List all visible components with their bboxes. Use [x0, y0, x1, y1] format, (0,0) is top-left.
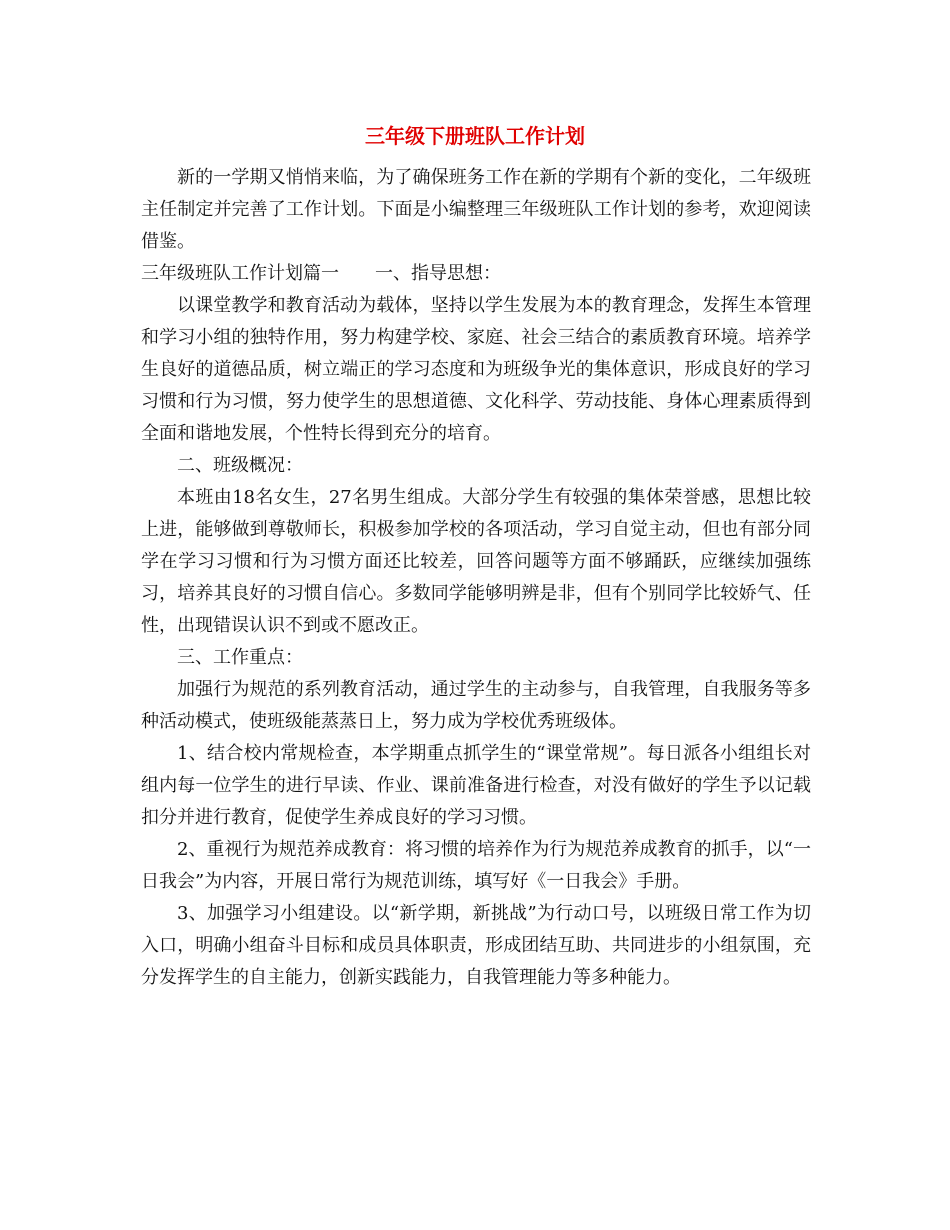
section1-paragraph: 以课堂教学和教育活动为载体，坚持以学生发展为本的教育理念，发挥生本管理和学习小组的独特作用，努力构建学校、家庭、社会三结合的素质教育环境。培养学生良好的道德品质，树立端正的学习态度和为班级争光的集体意识，形成良好的学习习惯和行为习惯，努力使学生的思想道德、文化科学、劳动技能、身体心理素质得到全面和谐地发展，个性特长得到充分的培育。 [141, 295, 811, 444]
list-item-2: 2、重视行为规范养成教育：将习惯的培养作为行为规范养成教育的抓手，以“一日我会”为内容，开展日常行为规范训练，填写好《一日我会》手册。 [141, 839, 811, 892]
section3-paragraph: 加强行为规范的系列教育活动，通过学生的主动参与，自我管理，自我服务等多种活动模式，使班级能蒸蒸日上，努力成为学校优秀班级体。 [141, 679, 811, 732]
section2-paragraph: 本班由18名女生，27名男生组成。大部分学生有较强的集体荣誉感，思想比较上进，能够做到尊敬师长，积极参加学校的各项活动，学习自觉主动，但也有部分同学在学习习惯和行为习惯方面还比较差，回答问题等方面不够踊跃，应继续加强练习，培养其良好的习惯自信心。多数同学能够明辨是非，但有个别同学比较娇气、任性，出现错误认识不到或不愿改正。 [141, 487, 811, 636]
document-body [141, 162, 811, 994]
list-item-1: 1、结合校内常规检查，本学期重点抓学生的“课堂常规”。每日派各小组组长对组内每一位学生的进行早读、作业、课前准备进行检查，对没有做好的学生予以记载扣分并进行教育，促使学生养成良好的学习习惯。 [141, 743, 811, 828]
list-item-3: 3、加强学习小组建设。以“新学期，新挑战”为行动口号，以班级日常工作为切入口，明确小组奋斗目标和成员具体职责，形成团结互助、共同进步的小组氛围，充分发挥学生的自主能力，创新实践能力，自我管理能力等多种能力。 [141, 903, 811, 988]
section3-heading: 三、工作重点： [177, 647, 303, 668]
intro-paragraph: 新的一学期又悄悄来临，为了确保班务工作在新的学期有个新的变化，二年级班主任制定并完善了工作计划。下面是小编整理三年级班队工作计划的参考，欢迎阅读借鉴。 [141, 167, 811, 252]
section2-heading: 二、班级概况： [177, 455, 303, 476]
section1-heading: 一、指导思想： [375, 263, 501, 284]
article-heading: 三年级班队工作计划篇一 [141, 263, 339, 284]
document-title: 三年级下册班队工作计划 [365, 124, 585, 148]
article-heading-line [141, 258, 811, 290]
